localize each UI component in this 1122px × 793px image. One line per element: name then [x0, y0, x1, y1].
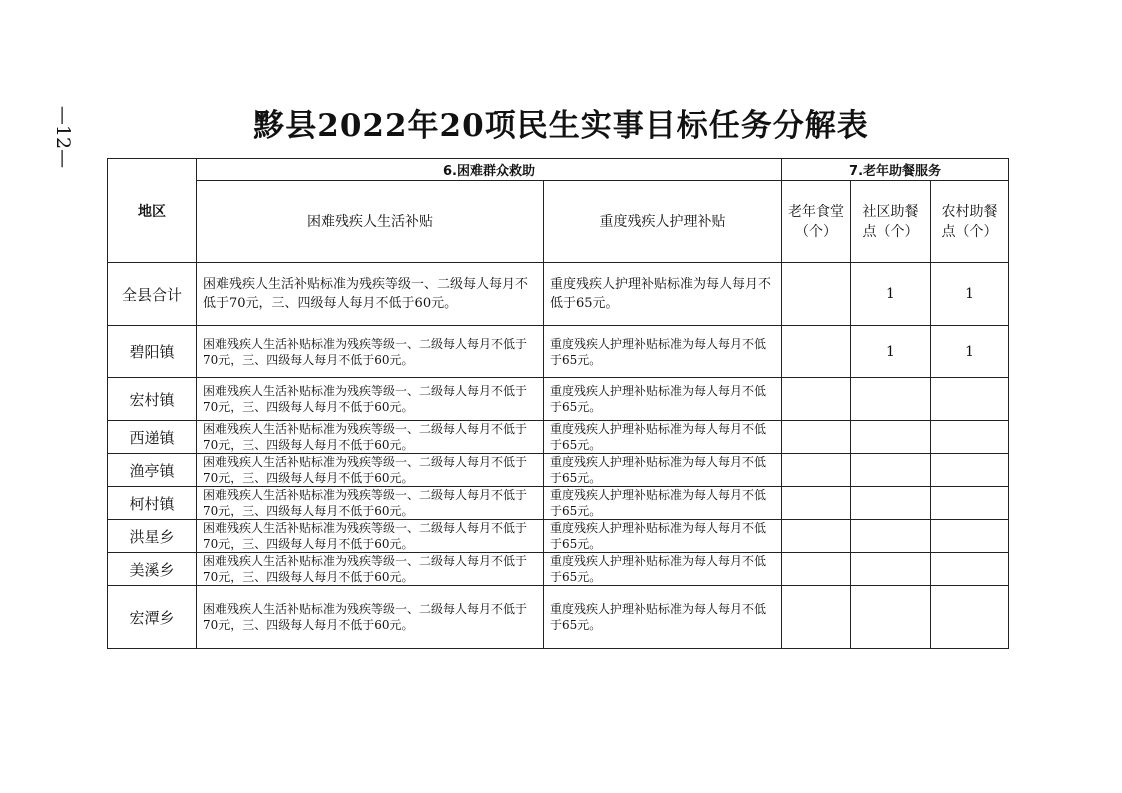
- region-cell: 宏村镇: [108, 378, 197, 421]
- table-row: [108, 378, 1009, 421]
- nursing-subsidy-cell: 重度残疾人护理补贴标准为每人每月不低于65元。: [544, 520, 782, 553]
- col-header-nursing-subsidy: 重度残疾人护理补贴: [544, 181, 782, 263]
- table-row: [108, 263, 1009, 326]
- community-meal-cell: [851, 454, 931, 487]
- community-meal-cell: [851, 421, 931, 454]
- canteen-cell: [782, 553, 851, 586]
- rural-meal-cell: 1: [931, 326, 1009, 378]
- nursing-subsidy-cell: 重度残疾人护理补贴标准为每人每月不低于65元。: [544, 586, 782, 649]
- living-subsidy-cell: 困难残疾人生活补贴标准为残疾等级一、二级每人每月不低于70元，三、四级每人每月不低于60元。: [197, 487, 544, 520]
- group-header-relief: 6.困难群众救助: [197, 159, 782, 181]
- nursing-subsidy-cell: 重度残疾人护理补贴标准为每人每月不低于65元。: [544, 263, 782, 326]
- col-header-rural-meal: 农村助餐点（个）: [931, 181, 1009, 263]
- community-meal-cell: [851, 487, 931, 520]
- nursing-subsidy-cell: 重度残疾人护理补贴标准为每人每月不低于65元。: [544, 326, 782, 378]
- living-subsidy-cell: 困难残疾人生活补贴标准为残疾等级一、二级每人每月不低于70元，三、四级每人每月不低于60元。: [197, 326, 544, 378]
- nursing-subsidy-cell: 重度残疾人护理补贴标准为每人每月不低于65元。: [544, 421, 782, 454]
- region-cell: 碧阳镇: [108, 326, 197, 378]
- rural-meal-cell: [931, 586, 1009, 649]
- table-row: [108, 326, 1009, 378]
- table-row: [108, 421, 1009, 454]
- group-header-meal-service: 7.老年助餐服务: [782, 159, 1009, 181]
- canteen-cell: [782, 263, 851, 326]
- canteen-cell: [782, 454, 851, 487]
- rural-meal-cell: [931, 487, 1009, 520]
- region-cell: 美溪乡: [108, 553, 197, 586]
- living-subsidy-cell: 困难残疾人生活补贴标准为残疾等级一、二级每人每月不低于70元，三、四级每人每月不低于60元。: [197, 520, 544, 553]
- community-meal-cell: [851, 520, 931, 553]
- canteen-cell: [782, 487, 851, 520]
- nursing-subsidy-cell: 重度残疾人护理补贴标准为每人每月不低于65元。: [544, 378, 782, 421]
- region-cell: 柯村镇: [108, 487, 197, 520]
- region-cell: 宏潭乡: [108, 586, 197, 649]
- table-row: [108, 586, 1009, 649]
- community-meal-cell: 1: [851, 263, 931, 326]
- nursing-subsidy-cell: 重度残疾人护理补贴标准为每人每月不低于65元。: [544, 487, 782, 520]
- canteen-cell: [782, 421, 851, 454]
- rural-meal-cell: [931, 421, 1009, 454]
- table-row: [108, 553, 1009, 586]
- table-row: [108, 487, 1009, 520]
- living-subsidy-cell: 困难残疾人生活补贴标准为残疾等级一、二级每人每月不低于70元，三、四级每人每月不低于60元。: [197, 454, 544, 487]
- rural-meal-cell: [931, 553, 1009, 586]
- nursing-subsidy-cell: 重度残疾人护理补贴标准为每人每月不低于65元。: [544, 454, 782, 487]
- table-row: [108, 520, 1009, 553]
- living-subsidy-cell: 困难残疾人生活补贴标准为残疾等级一、二级每人每月不低于70元，三、四级每人每月不低于60元。: [197, 421, 544, 454]
- living-subsidy-cell: 困难残疾人生活补贴标准为残疾等级一、二级每人每月不低于70元，三、四级每人每月不低于60元。: [197, 586, 544, 649]
- region-cell: 洪星乡: [108, 520, 197, 553]
- community-meal-cell: 1: [851, 326, 931, 378]
- region-cell: 渔亭镇: [108, 454, 197, 487]
- canteen-cell: [782, 586, 851, 649]
- region-cell: 全县合计: [108, 263, 197, 326]
- page-number-text: —12—: [52, 105, 74, 169]
- rural-meal-cell: [931, 378, 1009, 421]
- community-meal-cell: [851, 586, 931, 649]
- rural-meal-cell: [931, 520, 1009, 553]
- living-subsidy-cell: 困难残疾人生活补贴标准为残疾等级一、二级每人每月不低于70元，三、四级每人每月不低于60元。: [197, 553, 544, 586]
- rural-meal-cell: [931, 454, 1009, 487]
- col-header-community-meal: 社区助餐点（个）: [851, 181, 931, 263]
- canteen-cell: [782, 326, 851, 378]
- canteen-cell: [782, 378, 851, 421]
- table-row: [108, 454, 1009, 487]
- living-subsidy-cell: 困难残疾人生活补贴标准为残疾等级一、二级每人每月不低于70元，三、四级每人每月不低于60元。: [197, 263, 544, 326]
- task-breakdown-table: [107, 158, 1009, 649]
- region-header: 地区: [108, 159, 197, 263]
- col-header-canteen: 老年食堂（个）: [782, 181, 851, 263]
- community-meal-cell: [851, 553, 931, 586]
- region-cell: 西递镇: [108, 421, 197, 454]
- living-subsidy-cell: 困难残疾人生活补贴标准为残疾等级一、二级每人每月不低于70元，三、四级每人每月不低于60元。: [197, 378, 544, 421]
- rural-meal-cell: 1: [931, 263, 1009, 326]
- canteen-cell: [782, 520, 851, 553]
- col-header-living-subsidy: 困难残疾人生活补贴: [197, 181, 544, 263]
- document-title: 黟县2022年20项民生实事目标任务分解表: [253, 108, 869, 144]
- community-meal-cell: [851, 378, 931, 421]
- nursing-subsidy-cell: 重度残疾人护理补贴标准为每人每月不低于65元。: [544, 553, 782, 586]
